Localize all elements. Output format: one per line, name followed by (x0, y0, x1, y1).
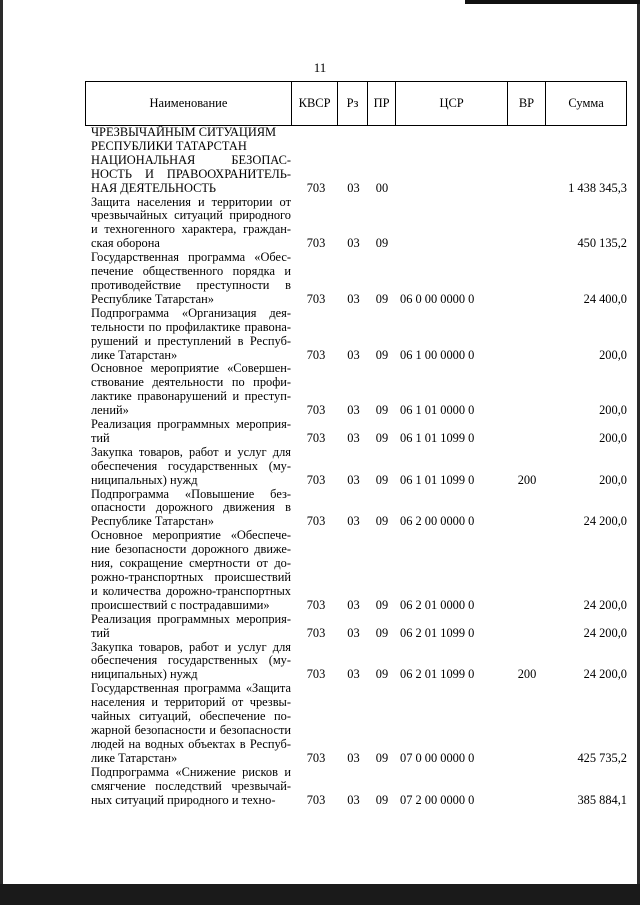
row-pr: 09 (375, 403, 389, 418)
row-name: Государственная программа «Защита населения и территорий от чрезвы-чайных ситуаций, обеспечение по-жарной безопасности и безопасности людей на водных объектах в Респуб-лике Татарстан» (91, 681, 291, 765)
row-sum: 200,0 (599, 472, 627, 487)
row-name: Закупка товаров, работ и услуг для обеспечения государственных (му-ниципальных) нужд (91, 444, 291, 487)
header-vr: ВР (507, 82, 545, 125)
row-sum: 425 735,2 (577, 750, 627, 765)
row-kvsr: 703 (306, 667, 326, 682)
row-csr: 06 2 01 1099 0 (400, 667, 475, 682)
page-number: 11 (313, 60, 327, 75)
row-rz: 03 (347, 625, 360, 640)
row-kvsr: 703 (306, 625, 326, 640)
row-pr: 09 (375, 625, 389, 640)
row-rz: 03 (347, 472, 360, 487)
row-rz: 03 (347, 430, 360, 445)
row-pr: 09 (375, 750, 389, 765)
header-sum: Сумма (545, 82, 626, 125)
header-name: Наименование (149, 96, 228, 110)
row-sum: 200,0 (599, 430, 627, 445)
table-row (85, 154, 627, 196)
row-csr: 06 2 01 0000 0 (400, 597, 475, 612)
row-kvsr: 703 (306, 597, 326, 612)
row-sum: 450 135,2 (577, 236, 627, 251)
row-rz: 03 (347, 236, 360, 251)
row-kvsr: 703 (306, 347, 326, 362)
row-name: ЧРЕЗВЫЧАЙНЫМ СИТУАЦИЯМ РЕСПУБЛИКИ ТАТАРСТАН (91, 125, 277, 153)
header-pr: ПР (367, 82, 396, 125)
row-name: Подпрограмма «Организация дея-тельности по профилактике правона-рушений и преступлений в Респуб-лике Татарстан» (91, 305, 291, 362)
row-name: Реализация программных мероприя-тий (91, 611, 291, 640)
row-name: Защита населения и территории от чрезвычайных ситуаций природного и техногенного характера, граждан-ская оборона (91, 194, 291, 251)
row-rz: 03 (347, 514, 360, 529)
header-csr: ЦСР (395, 82, 506, 125)
table-row (85, 641, 627, 683)
table-row (85, 418, 627, 446)
row-csr: 06 1 00 0000 0 (400, 347, 475, 362)
row-sum: 24 200,0 (583, 514, 627, 529)
table-row (85, 488, 627, 530)
row-rz: 03 (347, 792, 360, 807)
row-name: Основное мероприятие «Обеспече-ние безопасности дорожного движе-ния, сокращение смертности от до-рожно-транспортных происшествий и количества дорожно-транспортных происшествий с пострадавшими» (91, 528, 291, 612)
row-pr: 09 (375, 347, 389, 362)
row-sum: 200,0 (599, 347, 627, 362)
row-sum: 385 884,1 (577, 792, 627, 807)
row-sum: 1 438 345,3 (568, 180, 627, 195)
table-header (85, 81, 627, 126)
table-row (85, 682, 627, 765)
row-kvsr: 703 (306, 472, 326, 487)
row-pr: 09 (375, 597, 389, 612)
row-rz: 03 (347, 403, 360, 418)
row-name: Реализация программных мероприя-тий (91, 417, 291, 445)
row-kvsr: 703 (306, 792, 326, 807)
row-name: Закупка товаров, работ и услуг для обеспечения государственных (му-ниципальных) нужд (91, 639, 291, 682)
budget-table (85, 81, 627, 807)
row-rz: 03 (347, 667, 360, 682)
row-vr: 200 (517, 667, 537, 682)
row-kvsr: 703 (306, 514, 326, 529)
row-csr: 06 2 00 0000 0 (400, 514, 475, 529)
row-kvsr: 703 (306, 750, 326, 765)
row-pr: 09 (375, 514, 389, 529)
row-pr: 09 (375, 792, 389, 807)
row-csr: 07 0 00 0000 0 (400, 750, 475, 765)
row-pr: 09 (375, 291, 389, 306)
row-kvsr: 703 (306, 236, 326, 251)
table-row (85, 446, 627, 488)
row-name: Государственная программа «Обес-печение общественного порядка и противодействие преступности в Республике Татарстан» (91, 250, 291, 306)
row-kvsr: 703 (306, 403, 326, 418)
top-rule (465, 0, 640, 4)
table-row (85, 529, 627, 612)
row-csr: 06 2 01 1099 0 (400, 625, 475, 640)
table-row (85, 307, 627, 363)
row-pr: 09 (375, 667, 389, 682)
row-kvsr: 703 (306, 430, 326, 445)
row-csr: 07 2 00 0000 0 (400, 792, 475, 807)
row-sum: 24 200,0 (583, 625, 627, 640)
row-kvsr: 703 (306, 291, 326, 306)
row-csr: 06 1 01 0000 0 (400, 403, 475, 418)
table-row (85, 251, 627, 307)
table-row (85, 196, 627, 252)
table-body (85, 126, 627, 807)
row-rz: 03 (347, 180, 360, 195)
row-pr: 09 (375, 472, 389, 487)
row-sum: 24 200,0 (583, 667, 627, 682)
row-rz: 03 (347, 750, 360, 765)
header-kvsr: КВСР (291, 82, 337, 125)
table-row (85, 362, 627, 418)
scan-edge-left (0, 0, 3, 905)
row-rz: 03 (347, 597, 360, 612)
table-row (85, 126, 627, 154)
row-pr: 09 (375, 430, 389, 445)
scan-edge-bottom (0, 884, 640, 905)
header-rz: Рз (337, 82, 367, 125)
row-pr: 09 (375, 236, 389, 251)
row-sum: 24 200,0 (583, 597, 627, 612)
row-csr: 06 1 01 1099 0 (400, 430, 475, 445)
row-kvsr: 703 (306, 180, 326, 195)
row-pr: 00 (375, 180, 389, 195)
row-sum: 200,0 (599, 403, 627, 418)
row-csr: 06 0 00 0000 0 (400, 291, 475, 306)
row-rz: 03 (347, 291, 360, 306)
row-sum: 24 400,0 (583, 291, 627, 306)
row-rz: 03 (347, 347, 360, 362)
table-row (85, 613, 627, 641)
row-name: Подпрограмма «Снижение рисков и смягчение последствий чрезвычай-ных ситуаций природного и техно- (91, 764, 291, 807)
row-name: Подпрограмма «Повышение без-опасности дорожного движения в Республике Татарстан» (91, 486, 291, 529)
row-name: Основное мероприятие «Совершен-ствование деятельности по профи-лактике правонарушений и преступ-лений» (91, 361, 291, 418)
row-vr: 200 (517, 472, 537, 487)
table-row (85, 766, 627, 808)
row-csr: 06 1 01 1099 0 (400, 472, 475, 487)
row-name: НАЦИОНАЛЬНАЯ БЕЗОПАС-НОСТЬ И ПРАВООХРАНИТЕЛЬ-НАЯ ДЕЯТЕЛЬНОСТЬ (91, 152, 291, 195)
